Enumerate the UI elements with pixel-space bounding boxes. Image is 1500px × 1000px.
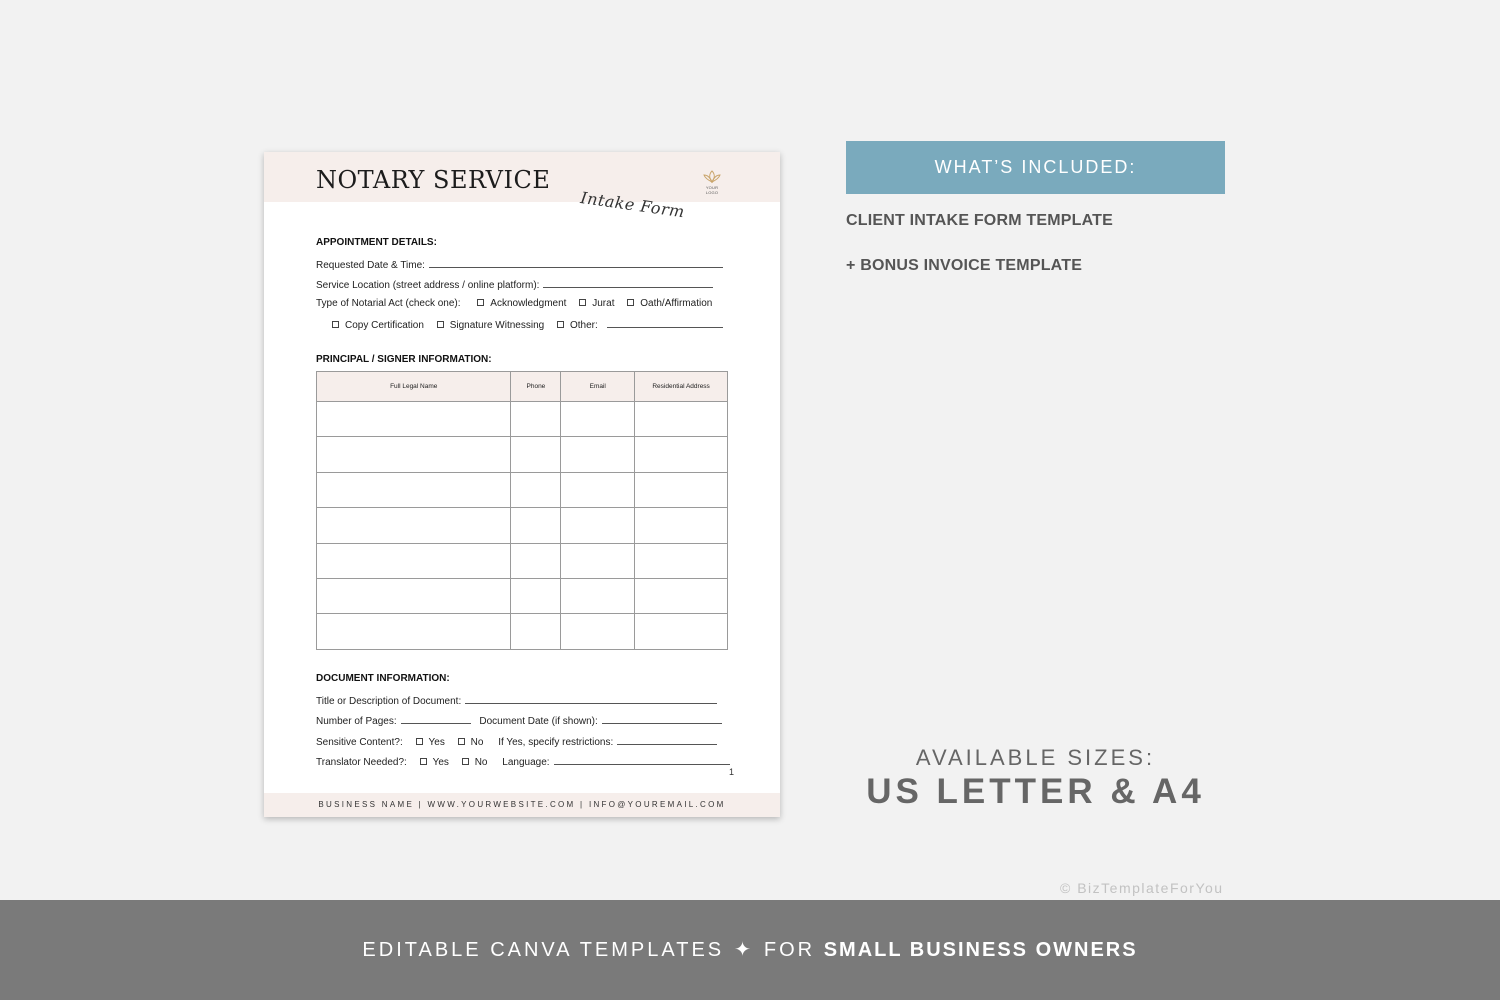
translator-yes-checkbox[interactable] bbox=[420, 758, 427, 765]
bottom-bar-middle: FOR bbox=[763, 939, 816, 961]
table-cell[interactable] bbox=[317, 437, 511, 472]
translator-row bbox=[316, 755, 730, 768]
document-date-field[interactable] bbox=[602, 714, 722, 724]
column-header-residential-address: Residential Address bbox=[635, 372, 728, 402]
acknowledgment-checkbox[interactable] bbox=[477, 299, 484, 306]
requested-date-label: Requested Date & Time: bbox=[316, 260, 425, 271]
bottom-bar-prefix: EDITABLE CANVA TEMPLATES bbox=[362, 939, 725, 961]
column-header-phone: Phone bbox=[511, 372, 561, 402]
table-cell[interactable] bbox=[635, 578, 728, 613]
signature-witnessing-checkbox[interactable] bbox=[437, 321, 444, 328]
translator-label: Translator Needed?: bbox=[316, 757, 407, 768]
other-field[interactable] bbox=[607, 318, 723, 328]
translator-yes-label: Yes bbox=[432, 757, 449, 768]
restrictions-label: If Yes, specify restrictions: bbox=[498, 737, 614, 748]
page-number: 1 bbox=[729, 767, 735, 777]
pages-label: Number of Pages: bbox=[316, 716, 397, 727]
table-cell[interactable] bbox=[511, 472, 561, 507]
pages-date-row bbox=[316, 714, 722, 727]
table-cell[interactable] bbox=[317, 402, 511, 437]
table-row bbox=[317, 578, 728, 613]
table-cell[interactable] bbox=[317, 508, 511, 543]
available-sizes-label: AVAILABLE SIZES: bbox=[915, 745, 1156, 770]
translator-no-checkbox[interactable] bbox=[462, 758, 469, 765]
table-row bbox=[317, 508, 728, 543]
sensitive-no-checkbox[interactable] bbox=[458, 738, 465, 745]
signature-witnessing-label: Signature Witnessing bbox=[449, 320, 545, 331]
notarial-act-label: Type of Notarial Act (check one): bbox=[316, 298, 461, 309]
table-cell[interactable] bbox=[561, 614, 635, 649]
whats-included-banner: WHAT’S INCLUDED: bbox=[846, 141, 1225, 194]
sensitive-content-label: Sensitive Content?: bbox=[316, 737, 403, 748]
service-location-field[interactable] bbox=[543, 278, 713, 288]
column-header-full-name: Full Legal Name bbox=[317, 372, 511, 402]
oath-affirmation-label: Oath/Affirmation bbox=[640, 298, 713, 309]
table-cell[interactable] bbox=[635, 472, 728, 507]
acknowledgment-label: Acknowledgment bbox=[490, 298, 567, 309]
table-cell[interactable] bbox=[561, 402, 635, 437]
table-row bbox=[317, 402, 728, 437]
table-cell[interactable] bbox=[561, 508, 635, 543]
table-row bbox=[317, 472, 728, 507]
table-header-row bbox=[317, 372, 728, 402]
logo bbox=[700, 170, 724, 195]
table-cell[interactable] bbox=[511, 437, 561, 472]
bottom-bar bbox=[0, 900, 1500, 1000]
copyright-text: © BizTemplateForYou bbox=[1060, 880, 1224, 896]
document-subtitle: Intake Form bbox=[579, 188, 687, 222]
table-cell[interactable] bbox=[561, 437, 635, 472]
table-cell[interactable] bbox=[317, 578, 511, 613]
sheet-header bbox=[264, 152, 780, 222]
notarial-act-row bbox=[316, 298, 712, 309]
table-cell[interactable] bbox=[511, 543, 561, 578]
lotus-icon bbox=[702, 170, 722, 184]
table-row bbox=[317, 437, 728, 472]
table-cell[interactable] bbox=[511, 578, 561, 613]
oath-affirmation-checkbox[interactable] bbox=[627, 299, 634, 306]
signer-table bbox=[316, 371, 728, 650]
table-cell[interactable] bbox=[635, 437, 728, 472]
document-date-label: Document Date (if shown): bbox=[479, 716, 598, 727]
column-header-email: Email bbox=[561, 372, 635, 402]
intake-form-sheet bbox=[264, 152, 780, 817]
table-cell[interactable] bbox=[511, 614, 561, 649]
sparkle-icon: ✦ bbox=[734, 939, 754, 961]
service-location-row bbox=[316, 278, 713, 291]
copy-certification-checkbox[interactable] bbox=[332, 321, 339, 328]
table-cell[interactable] bbox=[317, 543, 511, 578]
sheet-footer: BUSINESS NAME | WWW.YOURWEBSITE.COM | INFO@YOUREMAIL.COM bbox=[264, 793, 780, 817]
table-cell[interactable] bbox=[635, 543, 728, 578]
included-item: + BONUS INVOICE TEMPLATE bbox=[846, 257, 1083, 274]
jurat-label: Jurat bbox=[592, 298, 615, 309]
sensitive-no-label: No bbox=[470, 737, 484, 748]
table-cell[interactable] bbox=[317, 472, 511, 507]
document-title: NOTARY SERVICE bbox=[316, 166, 551, 194]
language-label: Language: bbox=[502, 757, 550, 768]
sensitive-yes-checkbox[interactable] bbox=[416, 738, 423, 745]
copy-certification-label: Copy Certification bbox=[345, 320, 424, 331]
other-label: Other: bbox=[569, 320, 598, 331]
table-cell[interactable] bbox=[511, 402, 561, 437]
requested-date-field[interactable] bbox=[429, 258, 723, 268]
table-cell[interactable] bbox=[511, 508, 561, 543]
notarial-act-row-2 bbox=[322, 318, 723, 331]
jurat-checkbox[interactable] bbox=[579, 299, 586, 306]
table-cell[interactable] bbox=[561, 543, 635, 578]
document-title-row bbox=[316, 694, 717, 707]
table-cell[interactable] bbox=[561, 578, 635, 613]
table-cell[interactable] bbox=[317, 614, 511, 649]
document-title-label: Title or Description of Document: bbox=[316, 696, 462, 707]
table-cell[interactable] bbox=[635, 402, 728, 437]
restrictions-field[interactable] bbox=[617, 735, 717, 745]
requested-date-row bbox=[316, 258, 723, 271]
logo-text: YOUR LOGO bbox=[705, 185, 719, 195]
table-cell[interactable] bbox=[635, 508, 728, 543]
document-info-heading: DOCUMENT INFORMATION: bbox=[316, 673, 450, 684]
signer-heading: PRINCIPAL / SIGNER INFORMATION: bbox=[316, 354, 492, 365]
sensitive-yes-label: Yes bbox=[428, 737, 445, 748]
service-location-label: Service Location (street address / online platform): bbox=[316, 280, 540, 291]
table-cell[interactable] bbox=[635, 614, 728, 649]
other-checkbox[interactable] bbox=[557, 321, 564, 328]
table-row bbox=[317, 614, 728, 649]
translator-no-label: No bbox=[474, 757, 488, 768]
document-title-field[interactable] bbox=[465, 694, 717, 704]
bottom-bar-emphasis: SMALL BUSINESS OWNERS bbox=[823, 939, 1138, 961]
available-sizes-value: US LETTER & A4 bbox=[866, 772, 1205, 811]
pages-field[interactable] bbox=[401, 714, 471, 724]
table-row bbox=[317, 543, 728, 578]
appointment-heading: APPOINTMENT DETAILS: bbox=[316, 237, 437, 248]
sensitive-content-row bbox=[316, 735, 717, 748]
language-field[interactable] bbox=[554, 755, 730, 765]
included-item: CLIENT INTAKE FORM TEMPLATE bbox=[846, 212, 1114, 229]
table-cell[interactable] bbox=[561, 472, 635, 507]
